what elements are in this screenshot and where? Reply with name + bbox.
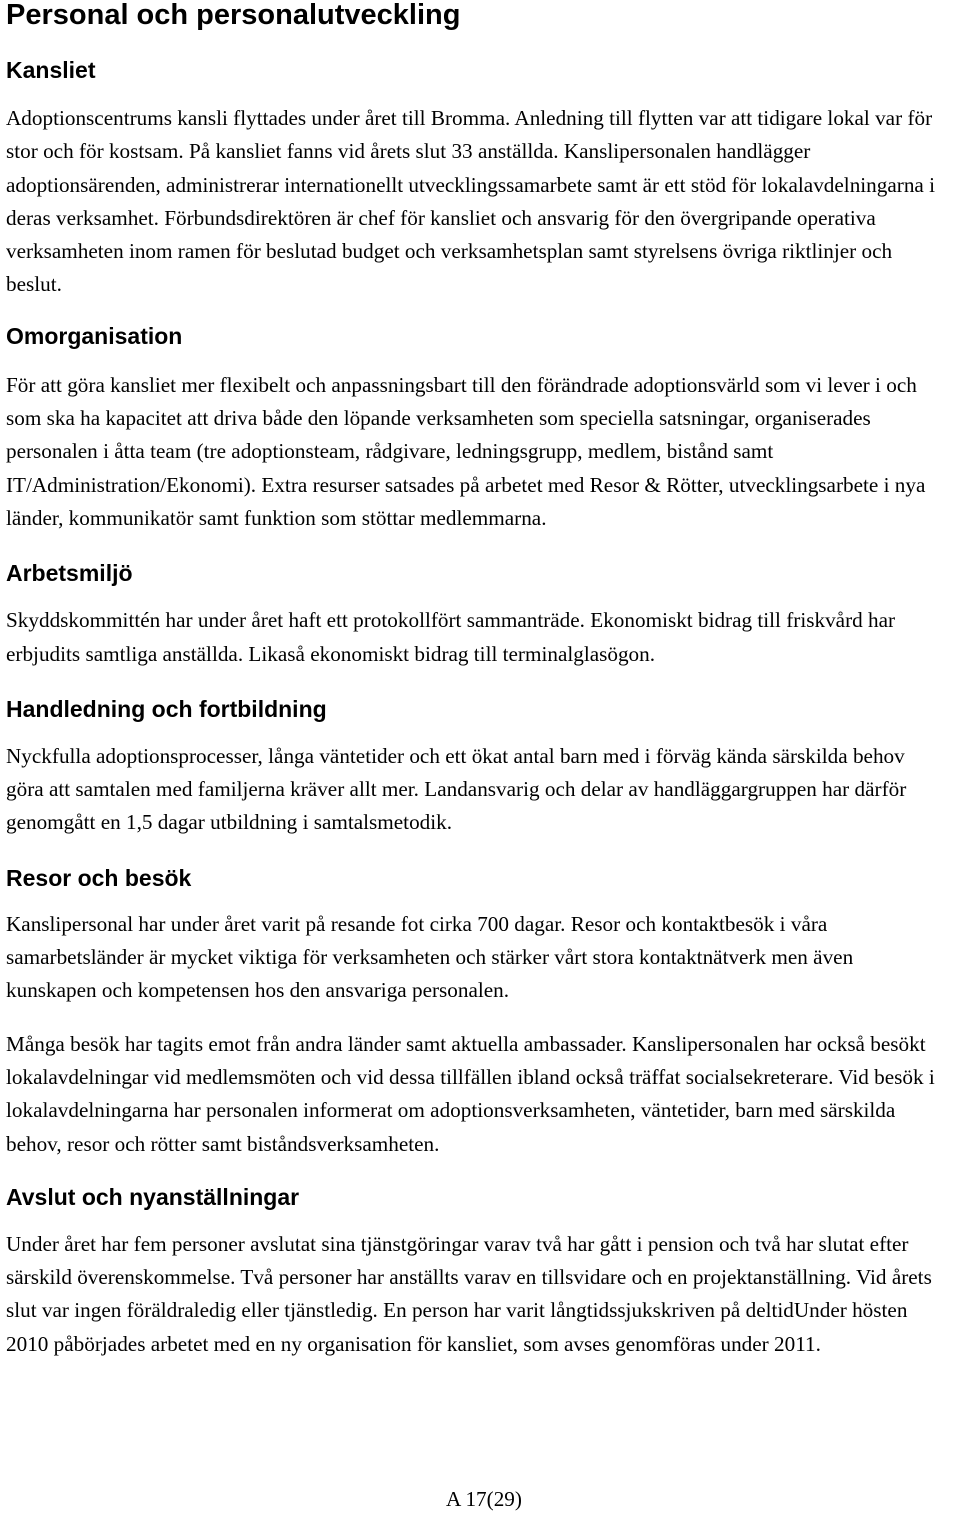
page-number: A 17(29) [446,1487,522,1511]
section-heading-resor: Resor och besök [6,864,192,891]
section-paragraph-resor-2: Många besök har tagits emot från andra länder samt aktuella ambassader. Kanslipersonalen har också besökt lokalavdelningar vid medlemsmöten och vid dessa tillfällen ibland också träffat socialsekreterare. Vid besök i lokalavdelningarna har personalen informerat om adoptionsverksamheten, väntetider, barn med särskilda behov, resor och rötter samt biståndsverksamheten. [6,1031,935,1156]
section-heading-arbetsmiljo: Arbetsmiljö [6,560,133,587]
section-paragraph-avslut: Under året har fem personer avslutat sina tjänstgöringar varav två har gått i pension och två har slutat efter särskild överenskommelse. Två personer har anställts varav en tillsvidare och en projektanställning. Vid årets slut var ingen föräldraledig eller tjänstledig. En person har varit långtidssjukskriven på deltidUnder hösten 2010 påbörjades arbetet med en ny organisation för kansliet, som avses genomföras under 2011. [6,1231,932,1356]
page-title: Personal och personalutveckling [6,0,461,31]
section-paragraph-omorganisation: För att göra kansliet mer flexibelt och anpassningsbart till den förändrade adoptionsvärld som vi lever i och som ska ha kapacitet att driva både den löpande verksamheten som speciella satsningar, organiserades personalen i åtta team (tre adoptionsteam, rådgivare, ledningsgrupp, medlem, bistånd samt IT/Administration/Ekonomi). Extra resurser satsades på arbetet med Resor & Rötter, utvecklingsarbete i nya länder, kommunikatör samt funktion som stöttar medlemmarna. [6,372,926,530]
section-paragraph-handledning: Nyckfulla adoptionsprocesser, långa väntetider och ett ökat antal barn med i förväg kända särskilda behov göra att samtalen med familjerna kräver allt mer. Landansvarig och delar av handläggargruppen har därför genomgått en 1,5 dagar utbildning i samtalsmetodik. [6,743,907,835]
section-paragraph-arbetsmiljo: Skyddskommittén har under året haft ett protokollfört sammanträde. Ekonomiskt bidrag till friskvård har erbjudits samtliga anställda. Likaså ekonomiskt bidrag till terminalglasögon. [6,608,896,666]
section-heading-avslut: Avslut och nyanställningar [6,1183,300,1210]
section-paragraph-resor-1: Kanslipersonal har under året varit på resande fot cirka 700 dagar. Resor och kontaktbesök i våra samarbetsländer är mycket viktiga för verksamheten och stärker vårt stora kontaktnätverk men även kunskapen och kompetensen hos den ansvariga personalen. [6,911,854,1003]
section-heading-omorganisation: Omorganisation [6,322,183,349]
section-heading-kansliet: Kansliet [6,57,96,83]
section-heading-handledning: Handledning och fortbildning [6,695,327,722]
section-paragraph-kansliet: Adoptionscentrums kansli flyttades under året till Bromma. Anledning till flytten var att tidigare lokal var för stor och för kostsam. På kansliet fanns vid årets slut 33 anställda. Kanslipersonalen handlägger adoptionsärenden, administrerar internationellt utvecklingssamarbete samt är ett stöd för lokalavdelningarna i deras verksamhet. Förbundsdirektören är chef för kansliet och ansvarig för den övergripande operativa verksamheten inom ramen för beslutad budget och verksamhetsplan samt styrelsens övriga riktlinjer och beslut. [6,106,936,297]
